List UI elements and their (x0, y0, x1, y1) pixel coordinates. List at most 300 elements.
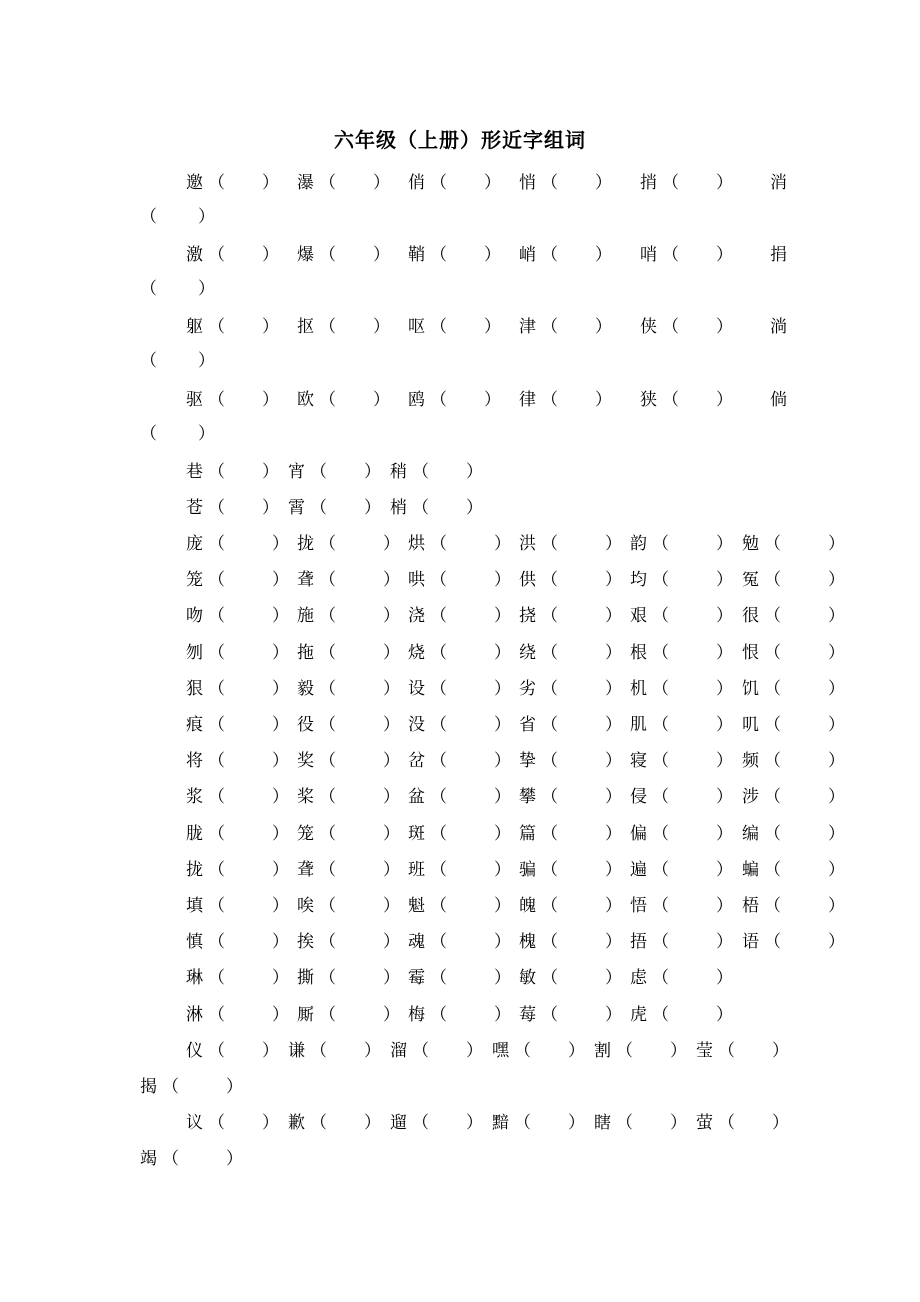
character: 邀 (186, 173, 203, 193)
close-paren: ） (828, 606, 845, 626)
character: 毅 (297, 679, 314, 699)
open-paren: （ (541, 643, 558, 663)
close-paren: ） (494, 896, 511, 916)
close-paren: ） (605, 715, 622, 735)
character: 狭 (640, 390, 657, 410)
open-paren: （ (616, 1113, 633, 1133)
open-paren: （ (208, 896, 225, 916)
close-paren: ） (716, 173, 733, 193)
character: 悟 (630, 896, 647, 916)
close-paren: ） (262, 1041, 279, 1061)
open-paren: （ (208, 787, 225, 807)
close-paren: ） (484, 390, 501, 410)
open-paren: （ (412, 498, 429, 518)
open-paren: （ (430, 390, 447, 410)
character: 淌 (770, 317, 787, 337)
open-paren: （ (208, 824, 225, 844)
open-paren: （ (616, 1041, 633, 1061)
open-paren: （ (430, 932, 447, 952)
character: 吻 (186, 606, 203, 626)
character: 莹 (696, 1041, 713, 1061)
character: 艰 (630, 606, 647, 626)
close-paren: ） (605, 679, 622, 699)
character: 施 (297, 606, 314, 626)
open-paren: （ (652, 932, 669, 952)
close-paren: ） (364, 498, 381, 518)
open-paren: （ (319, 896, 336, 916)
character: 魂 (408, 932, 425, 952)
open-paren: （ (412, 1113, 429, 1133)
close-paren: ） (272, 932, 289, 952)
character: 饥 (742, 679, 759, 699)
open-paren: （ (764, 824, 781, 844)
close-paren: ） (568, 1041, 585, 1061)
character: 烘 (408, 534, 425, 554)
open-paren: （ (208, 534, 225, 554)
close-paren: ） (383, 606, 400, 626)
character: 谦 (288, 1041, 305, 1061)
open-paren: （ (430, 860, 447, 880)
close-paren: ） (716, 824, 733, 844)
worksheet-line (0, 855, 920, 879)
close-paren: ） (262, 317, 279, 337)
close-paren: ） (272, 751, 289, 771)
close-paren: ） (272, 968, 289, 988)
character: 梧 (742, 896, 759, 916)
open-paren: （ (208, 173, 225, 193)
character: 消 (770, 173, 787, 193)
character: 挠 (519, 606, 536, 626)
character: 萤 (696, 1113, 713, 1133)
open-paren: （ (430, 896, 447, 916)
close-paren: ） (494, 679, 511, 699)
character: 梅 (408, 1005, 425, 1025)
close-paren: ） (383, 679, 400, 699)
character: 叽 (742, 715, 759, 735)
close-paren: ） (772, 1041, 789, 1061)
close-paren: ） (262, 1113, 279, 1133)
character: 填 (186, 896, 203, 916)
open-paren: （ (208, 570, 225, 590)
close-paren: ） (568, 1113, 585, 1133)
open-paren: （ (208, 860, 225, 880)
character: 瀑 (297, 173, 314, 193)
open-paren: （ (764, 570, 781, 590)
character: 勉 (742, 534, 759, 554)
close-paren: ） (716, 715, 733, 735)
character: 编 (742, 824, 759, 844)
worksheet-line (0, 529, 920, 553)
open-paren: （ (541, 751, 558, 771)
close-paren: ） (494, 932, 511, 952)
open-paren: （ (208, 932, 225, 952)
character: 激 (186, 245, 203, 265)
character: 拢 (297, 534, 314, 554)
close-paren: ） (272, 570, 289, 590)
open-paren: （ (208, 606, 225, 626)
close-paren: ） (364, 1113, 381, 1133)
character: 庞 (186, 534, 203, 554)
character: 盆 (408, 787, 425, 807)
worksheet-line (0, 891, 920, 915)
open-paren: （ (662, 317, 679, 337)
close-paren: ） (605, 896, 622, 916)
close-paren: ） (595, 173, 612, 193)
worksheet-line (0, 1000, 920, 1024)
close-paren: ） (716, 245, 733, 265)
character: 拢 (186, 860, 203, 880)
open-paren: （ (412, 1041, 429, 1061)
character: 欧 (297, 390, 314, 410)
character: 鸥 (408, 390, 425, 410)
open-paren: （ (430, 534, 447, 554)
character: 魁 (408, 896, 425, 916)
close-paren: ） (198, 351, 215, 371)
character: 聋 (297, 570, 314, 590)
character: 供 (519, 570, 536, 590)
character: 竭 (140, 1149, 157, 1169)
worksheet-line (0, 638, 920, 662)
close-paren: ） (605, 787, 622, 807)
close-paren: ） (494, 570, 511, 590)
worksheet-line (0, 963, 920, 987)
character: 鞘 (408, 245, 425, 265)
close-paren: ） (466, 498, 483, 518)
open-paren: （ (319, 570, 336, 590)
open-paren: （ (430, 824, 447, 844)
close-paren: ） (605, 643, 622, 663)
open-paren: （ (319, 606, 336, 626)
close-paren: ） (716, 643, 733, 663)
worksheet-line (0, 493, 920, 517)
open-paren: （ (514, 1041, 531, 1061)
close-paren: ） (272, 643, 289, 663)
character: 魄 (519, 896, 536, 916)
close-paren: ） (494, 751, 511, 771)
open-paren: （ (541, 896, 558, 916)
close-paren: ） (484, 173, 501, 193)
open-paren: （ (652, 570, 669, 590)
close-paren: ） (595, 390, 612, 410)
close-paren: ） (716, 932, 733, 952)
character: 俏 (408, 173, 425, 193)
open-paren: （ (140, 279, 157, 299)
character: 捂 (630, 932, 647, 952)
close-paren: ） (716, 390, 733, 410)
close-paren: ） (828, 860, 845, 880)
close-paren: ） (262, 245, 279, 265)
close-paren: ） (272, 787, 289, 807)
close-paren: ） (716, 317, 733, 337)
character: 律 (519, 390, 536, 410)
close-paren: ） (272, 715, 289, 735)
character: 痕 (186, 715, 203, 735)
close-paren: ） (716, 896, 733, 916)
open-paren: （ (310, 498, 327, 518)
character: 溜 (390, 1041, 407, 1061)
worksheet-line (0, 274, 920, 298)
character: 侠 (640, 317, 657, 337)
open-paren: （ (430, 715, 447, 735)
close-paren: ） (272, 606, 289, 626)
open-paren: （ (652, 824, 669, 844)
character: 撕 (297, 968, 314, 988)
character: 捎 (640, 173, 657, 193)
character: 根 (630, 643, 647, 663)
open-paren: （ (662, 245, 679, 265)
close-paren: ） (716, 751, 733, 771)
character: 冤 (742, 570, 759, 590)
close-paren: ） (383, 751, 400, 771)
open-paren: （ (319, 751, 336, 771)
character: 肌 (630, 715, 647, 735)
close-paren: ） (198, 279, 215, 299)
open-paren: （ (541, 390, 558, 410)
character: 烧 (408, 643, 425, 663)
close-paren: ） (383, 968, 400, 988)
close-paren: ） (595, 317, 612, 337)
open-paren: （ (208, 1113, 225, 1133)
character: 刎 (186, 643, 203, 663)
character: 骗 (519, 860, 536, 880)
character: 频 (742, 751, 759, 771)
close-paren: ） (828, 932, 845, 952)
close-paren: ） (262, 498, 279, 518)
open-paren: （ (652, 787, 669, 807)
character: 洪 (519, 534, 536, 554)
character: 黯 (492, 1113, 509, 1133)
close-paren: ） (373, 317, 390, 337)
character: 宵 (288, 462, 305, 482)
close-paren: ） (373, 390, 390, 410)
character: 笼 (297, 824, 314, 844)
character: 恨 (742, 643, 759, 663)
close-paren: ） (716, 968, 733, 988)
open-paren: （ (764, 787, 781, 807)
character: 省 (519, 715, 536, 735)
close-paren: ） (716, 534, 733, 554)
open-paren: （ (310, 462, 327, 482)
close-paren: ） (494, 643, 511, 663)
close-paren: ） (484, 245, 501, 265)
close-paren: ） (383, 570, 400, 590)
close-paren: ） (605, 932, 622, 952)
open-paren: （ (541, 570, 558, 590)
character: 敏 (519, 968, 536, 988)
open-paren: （ (541, 787, 558, 807)
open-paren: （ (541, 606, 558, 626)
open-paren: （ (208, 751, 225, 771)
close-paren: ） (364, 1041, 381, 1061)
character: 狠 (186, 679, 203, 699)
open-paren: （ (208, 462, 225, 482)
close-paren: ） (272, 896, 289, 916)
close-paren: ） (262, 390, 279, 410)
open-paren: （ (764, 679, 781, 699)
close-paren: ） (198, 207, 215, 227)
open-paren: （ (319, 1005, 336, 1025)
open-paren: （ (430, 570, 447, 590)
character: 虑 (630, 968, 647, 988)
open-paren: （ (319, 679, 336, 699)
character: 琳 (186, 968, 203, 988)
character: 慎 (186, 932, 203, 952)
worksheet-line (0, 782, 920, 806)
open-paren: （ (208, 643, 225, 663)
close-paren: ） (828, 787, 845, 807)
worksheet-line (0, 1108, 920, 1132)
open-paren: （ (764, 751, 781, 771)
close-paren: ） (716, 1005, 733, 1025)
open-paren: （ (208, 679, 225, 699)
open-paren: （ (430, 968, 447, 988)
open-paren: （ (208, 715, 225, 735)
open-paren: （ (541, 824, 558, 844)
open-paren: （ (652, 896, 669, 916)
open-paren: （ (319, 390, 336, 410)
worksheet-line (0, 601, 920, 625)
open-paren: （ (208, 317, 225, 337)
close-paren: ） (670, 1113, 687, 1133)
character: 割 (594, 1041, 611, 1061)
close-paren: ） (494, 715, 511, 735)
character: 驱 (186, 390, 203, 410)
open-paren: （ (541, 245, 558, 265)
worksheet-line (0, 312, 920, 336)
open-paren: （ (652, 643, 669, 663)
character: 津 (519, 317, 536, 337)
character: 挚 (519, 751, 536, 771)
worksheet-line (0, 202, 920, 226)
open-paren: （ (162, 1149, 179, 1169)
open-paren: （ (764, 715, 781, 735)
close-paren: ） (383, 860, 400, 880)
open-paren: （ (541, 968, 558, 988)
open-paren: （ (541, 317, 558, 337)
close-paren: ） (226, 1149, 243, 1169)
character: 抠 (297, 317, 314, 337)
character: 拖 (297, 643, 314, 663)
open-paren: （ (430, 679, 447, 699)
character: 哄 (408, 570, 425, 590)
open-paren: （ (652, 534, 669, 554)
close-paren: ） (484, 317, 501, 337)
open-paren: （ (208, 245, 225, 265)
open-paren: （ (764, 643, 781, 663)
close-paren: ） (670, 1041, 687, 1061)
open-paren: （ (430, 1005, 447, 1025)
character: 浆 (186, 787, 203, 807)
character: 虎 (630, 1005, 647, 1025)
close-paren: ） (383, 824, 400, 844)
character: 霄 (288, 498, 305, 518)
character: 桨 (297, 787, 314, 807)
close-paren: ） (494, 606, 511, 626)
character: 遛 (390, 1113, 407, 1133)
close-paren: ） (716, 606, 733, 626)
close-paren: ） (466, 1041, 483, 1061)
close-paren: ） (828, 715, 845, 735)
open-paren: （ (430, 606, 447, 626)
worksheet-line (0, 1144, 920, 1168)
close-paren: ） (494, 968, 511, 988)
close-paren: ） (828, 896, 845, 916)
close-paren: ） (494, 824, 511, 844)
open-paren: （ (541, 1005, 558, 1025)
worksheet-line (0, 1036, 920, 1060)
close-paren: ） (272, 860, 289, 880)
character: 侵 (630, 787, 647, 807)
open-paren: （ (310, 1113, 327, 1133)
worksheet-line (0, 1072, 920, 1096)
open-paren: （ (541, 932, 558, 952)
open-paren: （ (430, 245, 447, 265)
close-paren: ） (605, 534, 622, 554)
close-paren: ） (383, 643, 400, 663)
close-paren: ） (828, 643, 845, 663)
open-paren: （ (140, 424, 157, 444)
close-paren: ） (466, 1113, 483, 1133)
open-paren: （ (430, 787, 447, 807)
character: 稍 (390, 462, 407, 482)
character: 揭 (140, 1077, 157, 1097)
character: 蝙 (742, 860, 759, 880)
character: 很 (742, 606, 759, 626)
open-paren: （ (310, 1041, 327, 1061)
worksheet-line (0, 457, 920, 481)
character: 苍 (186, 498, 203, 518)
character: 倘 (770, 390, 787, 410)
open-paren: （ (319, 317, 336, 337)
character: 聋 (297, 860, 314, 880)
close-paren: ） (466, 462, 483, 482)
character: 悄 (519, 173, 536, 193)
character: 厮 (297, 1005, 314, 1025)
open-paren: （ (652, 606, 669, 626)
character: 胧 (186, 824, 203, 844)
close-paren: ） (373, 173, 390, 193)
open-paren: （ (764, 606, 781, 626)
close-paren: ） (383, 1005, 400, 1025)
open-paren: （ (412, 462, 429, 482)
character: 莓 (519, 1005, 536, 1025)
character: 涉 (742, 787, 759, 807)
open-paren: （ (140, 351, 157, 371)
character: 瞎 (594, 1113, 611, 1133)
character: 爆 (297, 245, 314, 265)
open-paren: （ (764, 932, 781, 952)
close-paren: ） (383, 932, 400, 952)
character: 淋 (186, 1005, 203, 1025)
character: 机 (630, 679, 647, 699)
worksheet-line (0, 168, 920, 192)
close-paren: ） (494, 1005, 511, 1025)
character: 浇 (408, 606, 425, 626)
character: 语 (742, 932, 759, 952)
character: 班 (408, 860, 425, 880)
open-paren: （ (541, 173, 558, 193)
close-paren: ） (828, 824, 845, 844)
close-paren: ） (595, 245, 612, 265)
character: 攀 (519, 787, 536, 807)
close-paren: ） (828, 534, 845, 554)
close-paren: ） (198, 424, 215, 444)
character: 奖 (297, 751, 314, 771)
open-paren: （ (208, 968, 225, 988)
open-paren: （ (162, 1077, 179, 1097)
open-paren: （ (319, 534, 336, 554)
character: 将 (186, 751, 203, 771)
